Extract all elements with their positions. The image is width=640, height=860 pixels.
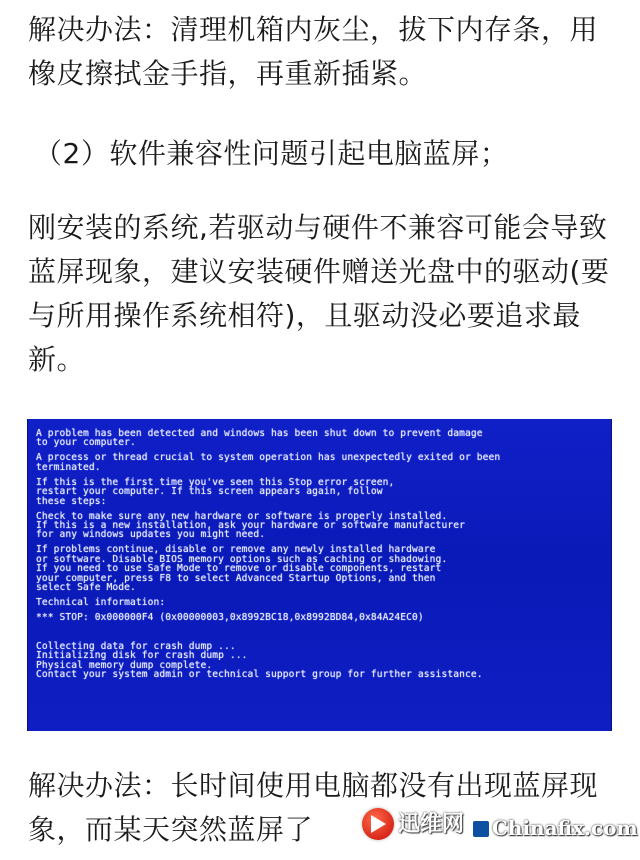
bsod-line: for any windows updates you might need. [36, 529, 266, 541]
watermark-brand: 迅维网 [398, 812, 465, 837]
solution-paragraph-2: 解决办法：长时间使用电脑都没有出现蓝屏现象，而某天突然蓝屏了 [28, 769, 599, 846]
section-heading-software-compat: （2）软件兼容性问题引起电脑蓝屏； [34, 137, 509, 170]
bsod-line: terminated. [36, 461, 101, 473]
bsod-line: Technical information: [36, 597, 166, 609]
bsod-line: Contact your system admin or technical support group for further assistance. [36, 669, 483, 681]
bsod-line: select Safe Mode. [36, 582, 136, 594]
bsod-line: If problems continue, disable or remove any newly installed hardware [36, 544, 436, 556]
bsod-line: A process or thread crucial to system operation has unexpectedly exited or been [36, 452, 501, 464]
solution-paragraph-1: 解决办法：清理机箱内灰尘，拔下内存条，用橡皮擦拭金手指，再重新插紧。 [28, 13, 599, 90]
play-logo-icon [362, 808, 394, 840]
bsod-line: If you need to use Safe Mode to remove or disable components, restart [36, 563, 442, 575]
bsod-line: A problem has been detected and windows has been shut down to prevent damage [36, 428, 483, 439]
brand-square-icon [472, 820, 490, 838]
bsod-line: your computer, press F8 to select Advanced Startup Options, and then [36, 572, 436, 584]
bsod-line: or software. Disable BIOS memory options such as caching or shadowing. [36, 553, 448, 565]
bsod-line: to your computer. [36, 437, 136, 449]
bsod-line: Collecting data for crash dump ... [36, 641, 236, 653]
bsod-line: If this is a new installation, ask your hardware or software manufacturer [36, 520, 465, 532]
site-watermark [352, 806, 640, 860]
bsod-line: restart your computer. If this screen appears again, follow [36, 486, 383, 498]
bsod-stop-code: *** STOP: 0x000000F4 (0x00000003,0x8992BC18,0x8992BD84,0x84A24EC0) [36, 612, 424, 624]
bsod-line: Check to make sure any new hardware or software is properly installed. [36, 510, 448, 522]
bsod-line: Physical memory dump complete. [36, 659, 213, 671]
watermark-site: Chinafix.com [492, 816, 638, 840]
bsod-line: If this is the first time you've seen this Stop error screen, [36, 476, 395, 488]
bsod-line: these steps: [36, 495, 107, 507]
bsod-line: Initializing disk for crash dump ... [36, 650, 248, 662]
driver-compat-paragraph: 刚安装的系统,若驱动与硬件不兼容可能会导致蓝屏现象，建议安装硬件赠送光盘中的驱动(要与所用操作系统相符)，且驱动没必要追求最新。 [28, 211, 610, 376]
blue-screen-photo [27, 419, 612, 731]
